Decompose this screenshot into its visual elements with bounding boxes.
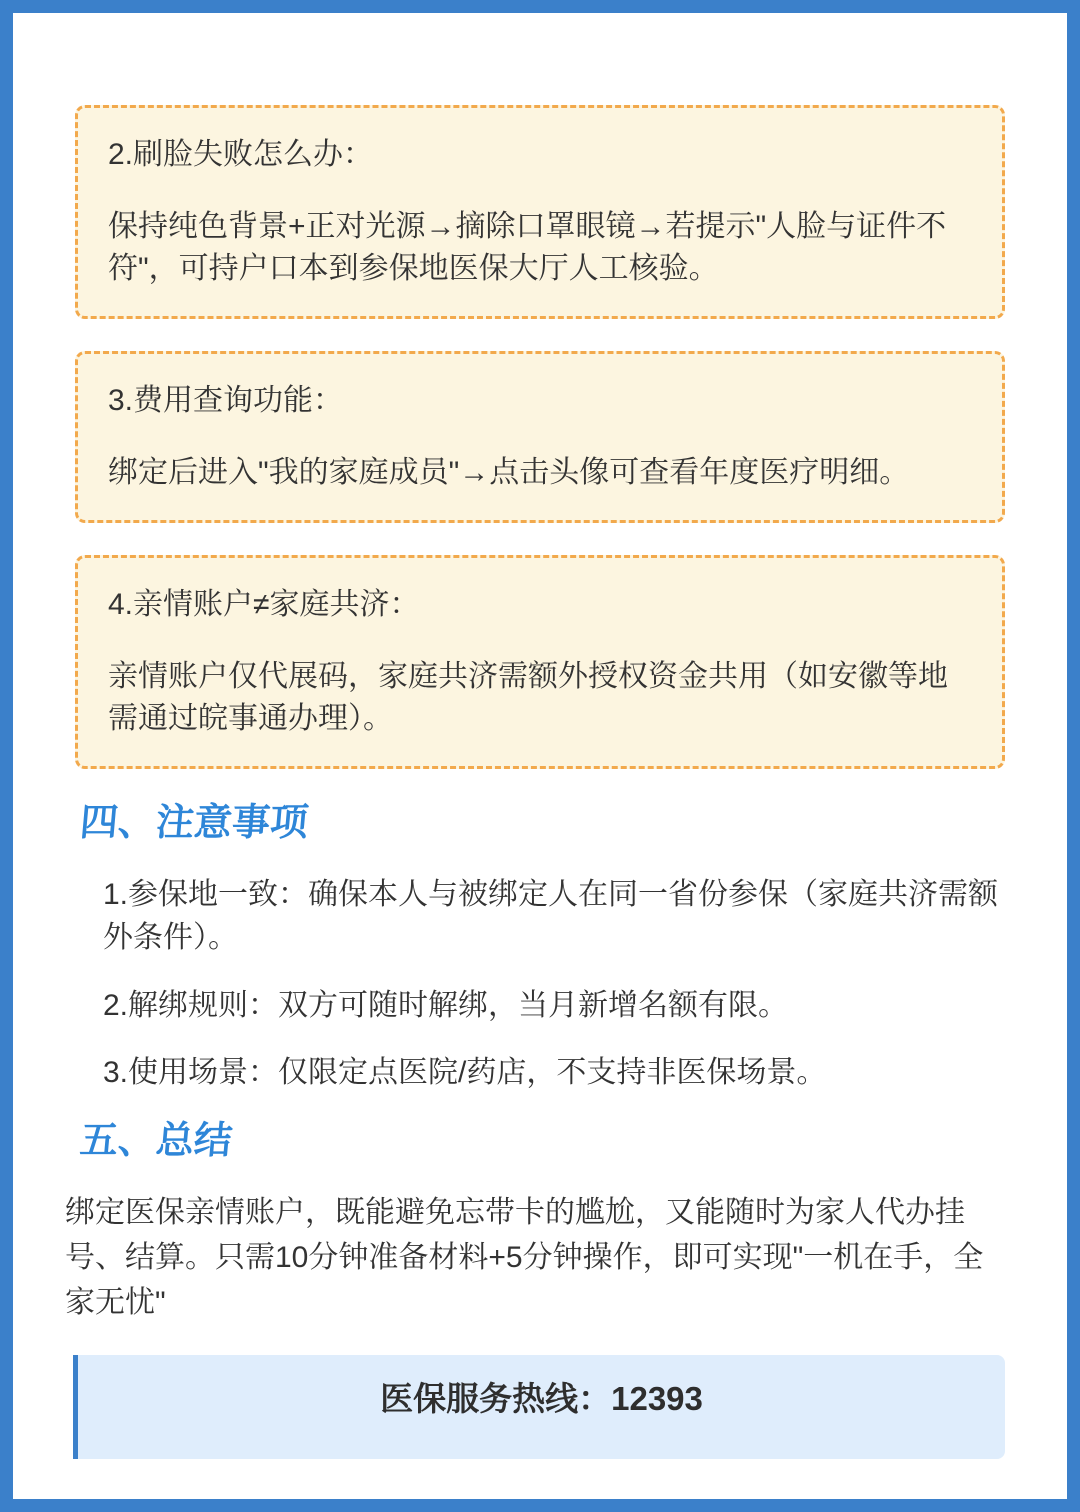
faq-box-account-vs-mutual-aid bbox=[75, 555, 1005, 769]
hotline-bar bbox=[73, 1355, 1005, 1459]
note-item-same-region: 1.参保地一致：确保本人与被绑定人在同一省份参保（家庭共济需额外条件）。 bbox=[103, 877, 999, 955]
poster-content bbox=[13, 13, 1067, 1499]
notes-list bbox=[75, 873, 1005, 1095]
faq-box-fee-query bbox=[75, 351, 1005, 523]
section-heading-notes: 四、注意事项 bbox=[78, 802, 310, 844]
summary-paragraph: 绑定医保亲情账户，既能避免忘带卡的尴尬，又能随时为家人代办挂号、结算。只需10分钟准备材料+5分钟操作，即可实现"一机在手，全家无忧" bbox=[65, 1196, 984, 1320]
faq-box-face-scan-fail bbox=[75, 105, 1005, 319]
section-heading-summary: 五、总结 bbox=[78, 1119, 234, 1162]
faq-box-body: 亲情账户仅代展码，家庭共济需额外授权资金共用（如安徽等地需通过皖事通办理）。 bbox=[108, 660, 948, 735]
note-item-usage-scene: 3.使用场景：仅限定点医院/药店，不支持非医保场景。 bbox=[103, 1056, 827, 1090]
hotline-text: 医保服务热线：12393 bbox=[380, 1380, 703, 1418]
faq-box-body: 保持纯色背景+正对光源→摘除口罩眼镜→若提示"人脸与证件不符"，可持户口本到参保地医保大厅人工核验。 bbox=[108, 210, 947, 285]
faq-box-title: 2.刷脸失败怎么办： bbox=[108, 138, 374, 171]
faq-box-title: 4.亲情账户≠家庭共济： bbox=[108, 588, 420, 621]
note-item-unbind-rule: 2.解绑规则：双方可随时解绑，当月新增名额有限。 bbox=[103, 988, 789, 1022]
faq-box-body: 绑定后进入"我的家庭成员"→点击头像可查看年度医疗明细。 bbox=[108, 456, 910, 489]
faq-box-title: 3.费用查询功能： bbox=[108, 384, 344, 417]
